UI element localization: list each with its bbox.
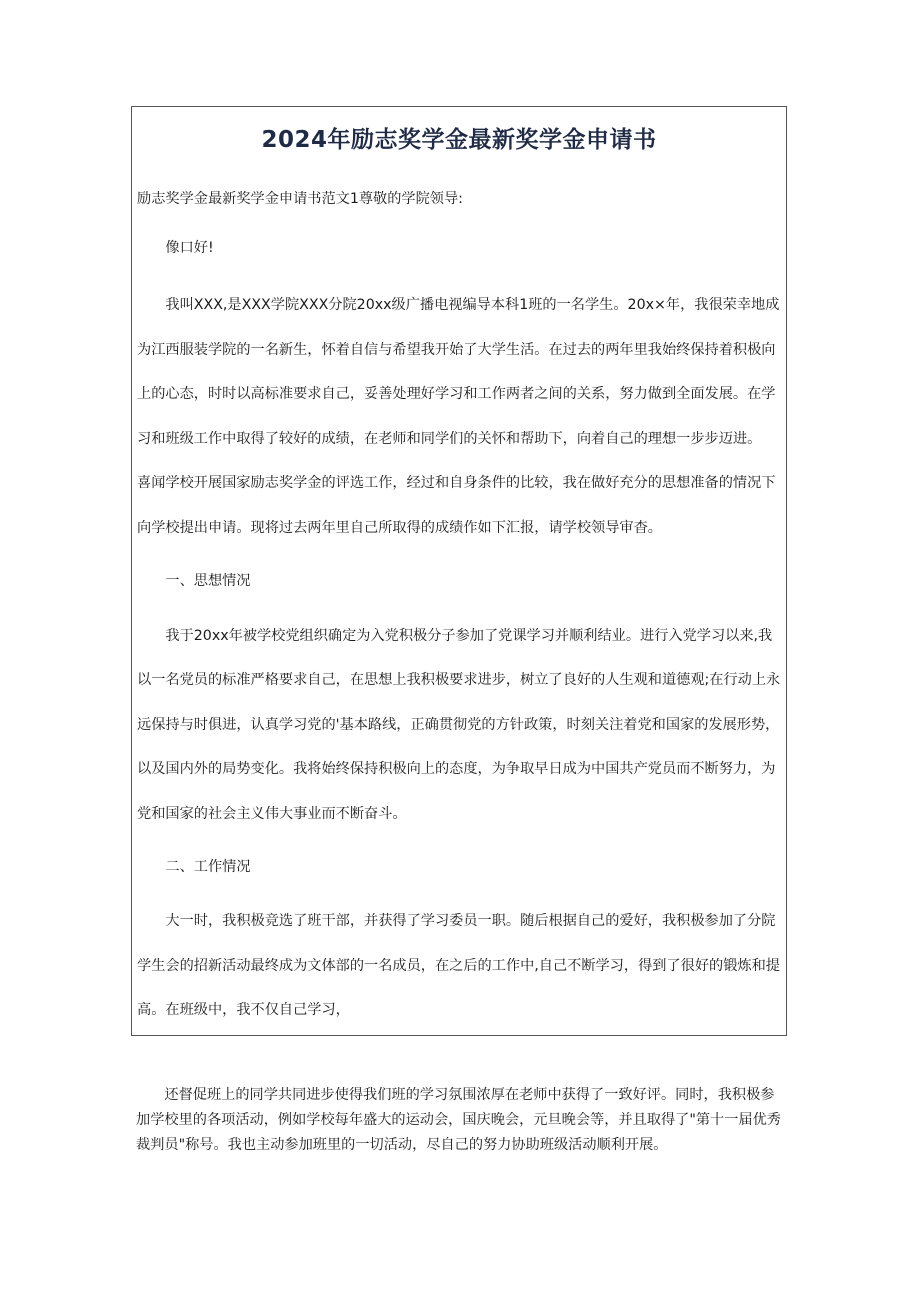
application-paragraph: 喜闻学校开展国家励志奖学金的评选工作，经过和自身条件的比较，我在做好充分的思想准备的情况下向学校提出申请。现将过去两年里自己所取得的成绩作如下汇报，请学校领导审杳。 — [137, 475, 776, 536]
section-text-work: 大一时，我积极竞选了班干部，并获得了学习委员一职。随后根据自己的爱好，我积极参加了分院学生会的招新活动最终成为文体部的一名成员，在之后的工作中,自己不断学习，得到了很好的锻炼和提高。在班级中，我不仅自己学习， — [137, 913, 780, 1019]
continuation-paragraph: 还督促班上的同学共同进步使得我们班的学习氛围浓厚在老师中获得了一致好评。同时，我积极参加学校里的各项活动，例如学校每年盛大的运动会，国庆晚会，元旦晚会等，并且取得了"第十一届优秀裁判员"称号。我也主动参加班里的一切活动，尽自己的努力协助班级活动顺利开展。 — [136, 1087, 781, 1154]
intro-paragraph: 我叫XXX,是XXX学院XXX分院20xx级广播电视编导本科1班的一名学生。20x×年，我很荣幸地成为江西服装学院的一名新生，怀着自信与希望我开始了大学生活。在过去的两年里我始终保持着积极向上的心态，时时以高标准要求自己，妥善处理好学习和工作两者之间的关系，努力做到全面发展。在学习和班级工作中取得了较好的成绩，在老师和同学们的关怀和帮助下，向着自己的理想一步步迈进。 — [137, 297, 780, 447]
document-title: 2024年励志奖学金最新奖学金申请书 — [261, 127, 657, 153]
section-heading-work: 二、工作情况 — [165, 859, 251, 876]
document-body — [137, 185, 782, 1033]
section-text-thought: 我于20xx年被学校党组织确定为入党积极分子参加了党课学习并顺利结业。进行入党学习以来,我以一名党员的标准严格要求自己，在思想上我积极要求进步，树立了良好的人生观和道德观;在行动上永远保持与时俱进，认真学习党的'基本路线，正确贯彻党的方针政策，时刻关注着党和国家的发展形势，以及国内外的局势变化。我将始终保持积极向上的态度，为争取早日成为中国共产党员而不断努力，为党和国家的社会主义伟大事业而不断奋斗。 — [137, 627, 781, 822]
opening-line: 励志奖学金最新奖学金申请书范文1尊敬的学院领导: — [137, 191, 463, 207]
document-frame — [131, 106, 787, 1036]
greeting-line: 像口好! — [165, 240, 214, 257]
section-heading-thought: 一、思想情况 — [165, 573, 251, 590]
